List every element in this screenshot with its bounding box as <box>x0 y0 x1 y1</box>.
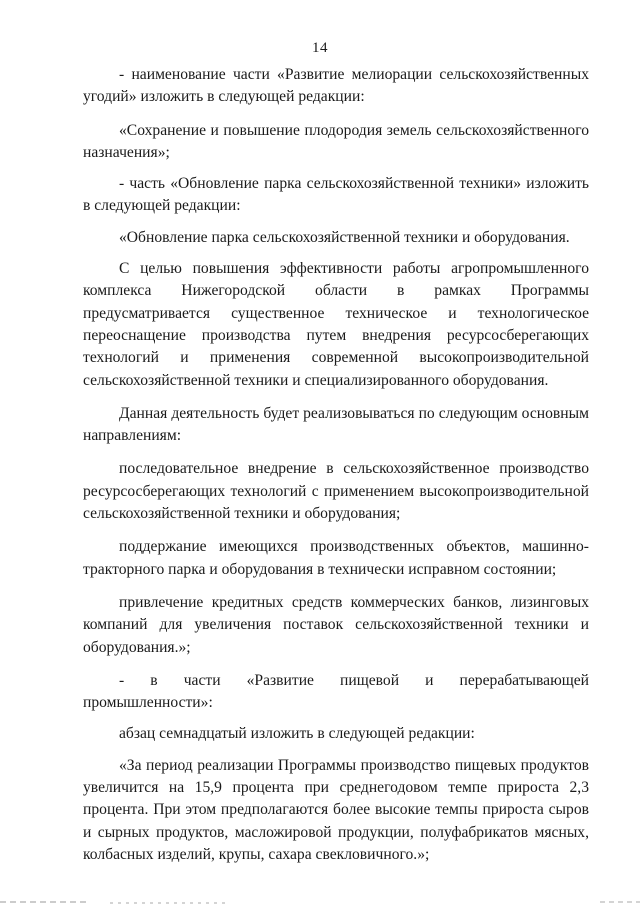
paragraph-10: - в части «Развитие пищевой и перерабатывающей промышленности»: <box>83 671 589 712</box>
scan-edge-artifact <box>0 899 640 905</box>
page-number: 14 <box>312 40 328 56</box>
paragraph-3: - часть «Обновление парка сельскохозяйственной техники» изложить в следующей редакции: <box>83 175 589 215</box>
paragraph-4: «Обновление парка сельскохозяйственной техники и оборудования. <box>119 228 570 246</box>
paragraph-9: привлечение кредитных средств коммерческих банков, лизинговых компаний для увеличения поставок сельскохозяйственной техники и оборудования.»; <box>83 593 589 656</box>
paragraph-1: - наименование части «Развитие мелиорации сельскохозяйственных угодий» изложить в следующей редакции: <box>83 66 589 106</box>
paragraph-12: «За период реализации Программы производство пищевых продуктов увеличится на 15,9 процента при среднегодовом темпе прироста 2,3 процента. При этом предполагаются более высокие темпы прироста сыров и сырных продуктов, масложировой продукции, полуфабрикатов мясных, колбасных изделий, крупы, сахара свекловичного.»; <box>83 756 589 863</box>
paragraph-2: «Сохранение и повышение плодородия земель сельскохозяйственного назначения»; <box>83 121 589 161</box>
document-body <box>83 64 589 877</box>
paragraph-11: абзац семнадцатый изложить в следующей редакции: <box>119 725 475 743</box>
paragraph-7: последовательное внедрение в сельскохозяйственное производство ресурсосберегающих технологий с применением высокопроизводительной сельскохозяйственной техники и оборудования; <box>83 460 589 523</box>
paragraph-8: поддержание имеющихся производственных объектов, машинно-тракторного парка и оборудования в технически исправном состоянии; <box>83 538 589 578</box>
paragraph-5: С целью повышения эффективности работы агропромышленного комплекса Нижегородской области в рамках Программы предусматривается существенное техническое и технологическое переоснащение производства путем внедрения ресурсосберегающих технологий и применения современной высокопроизводительной сельскохозяйственной техники и специализированного оборудования. <box>83 260 589 389</box>
paragraph-6: Данная деятельность будет реализовываться по следующим основным направлениям: <box>83 404 589 445</box>
